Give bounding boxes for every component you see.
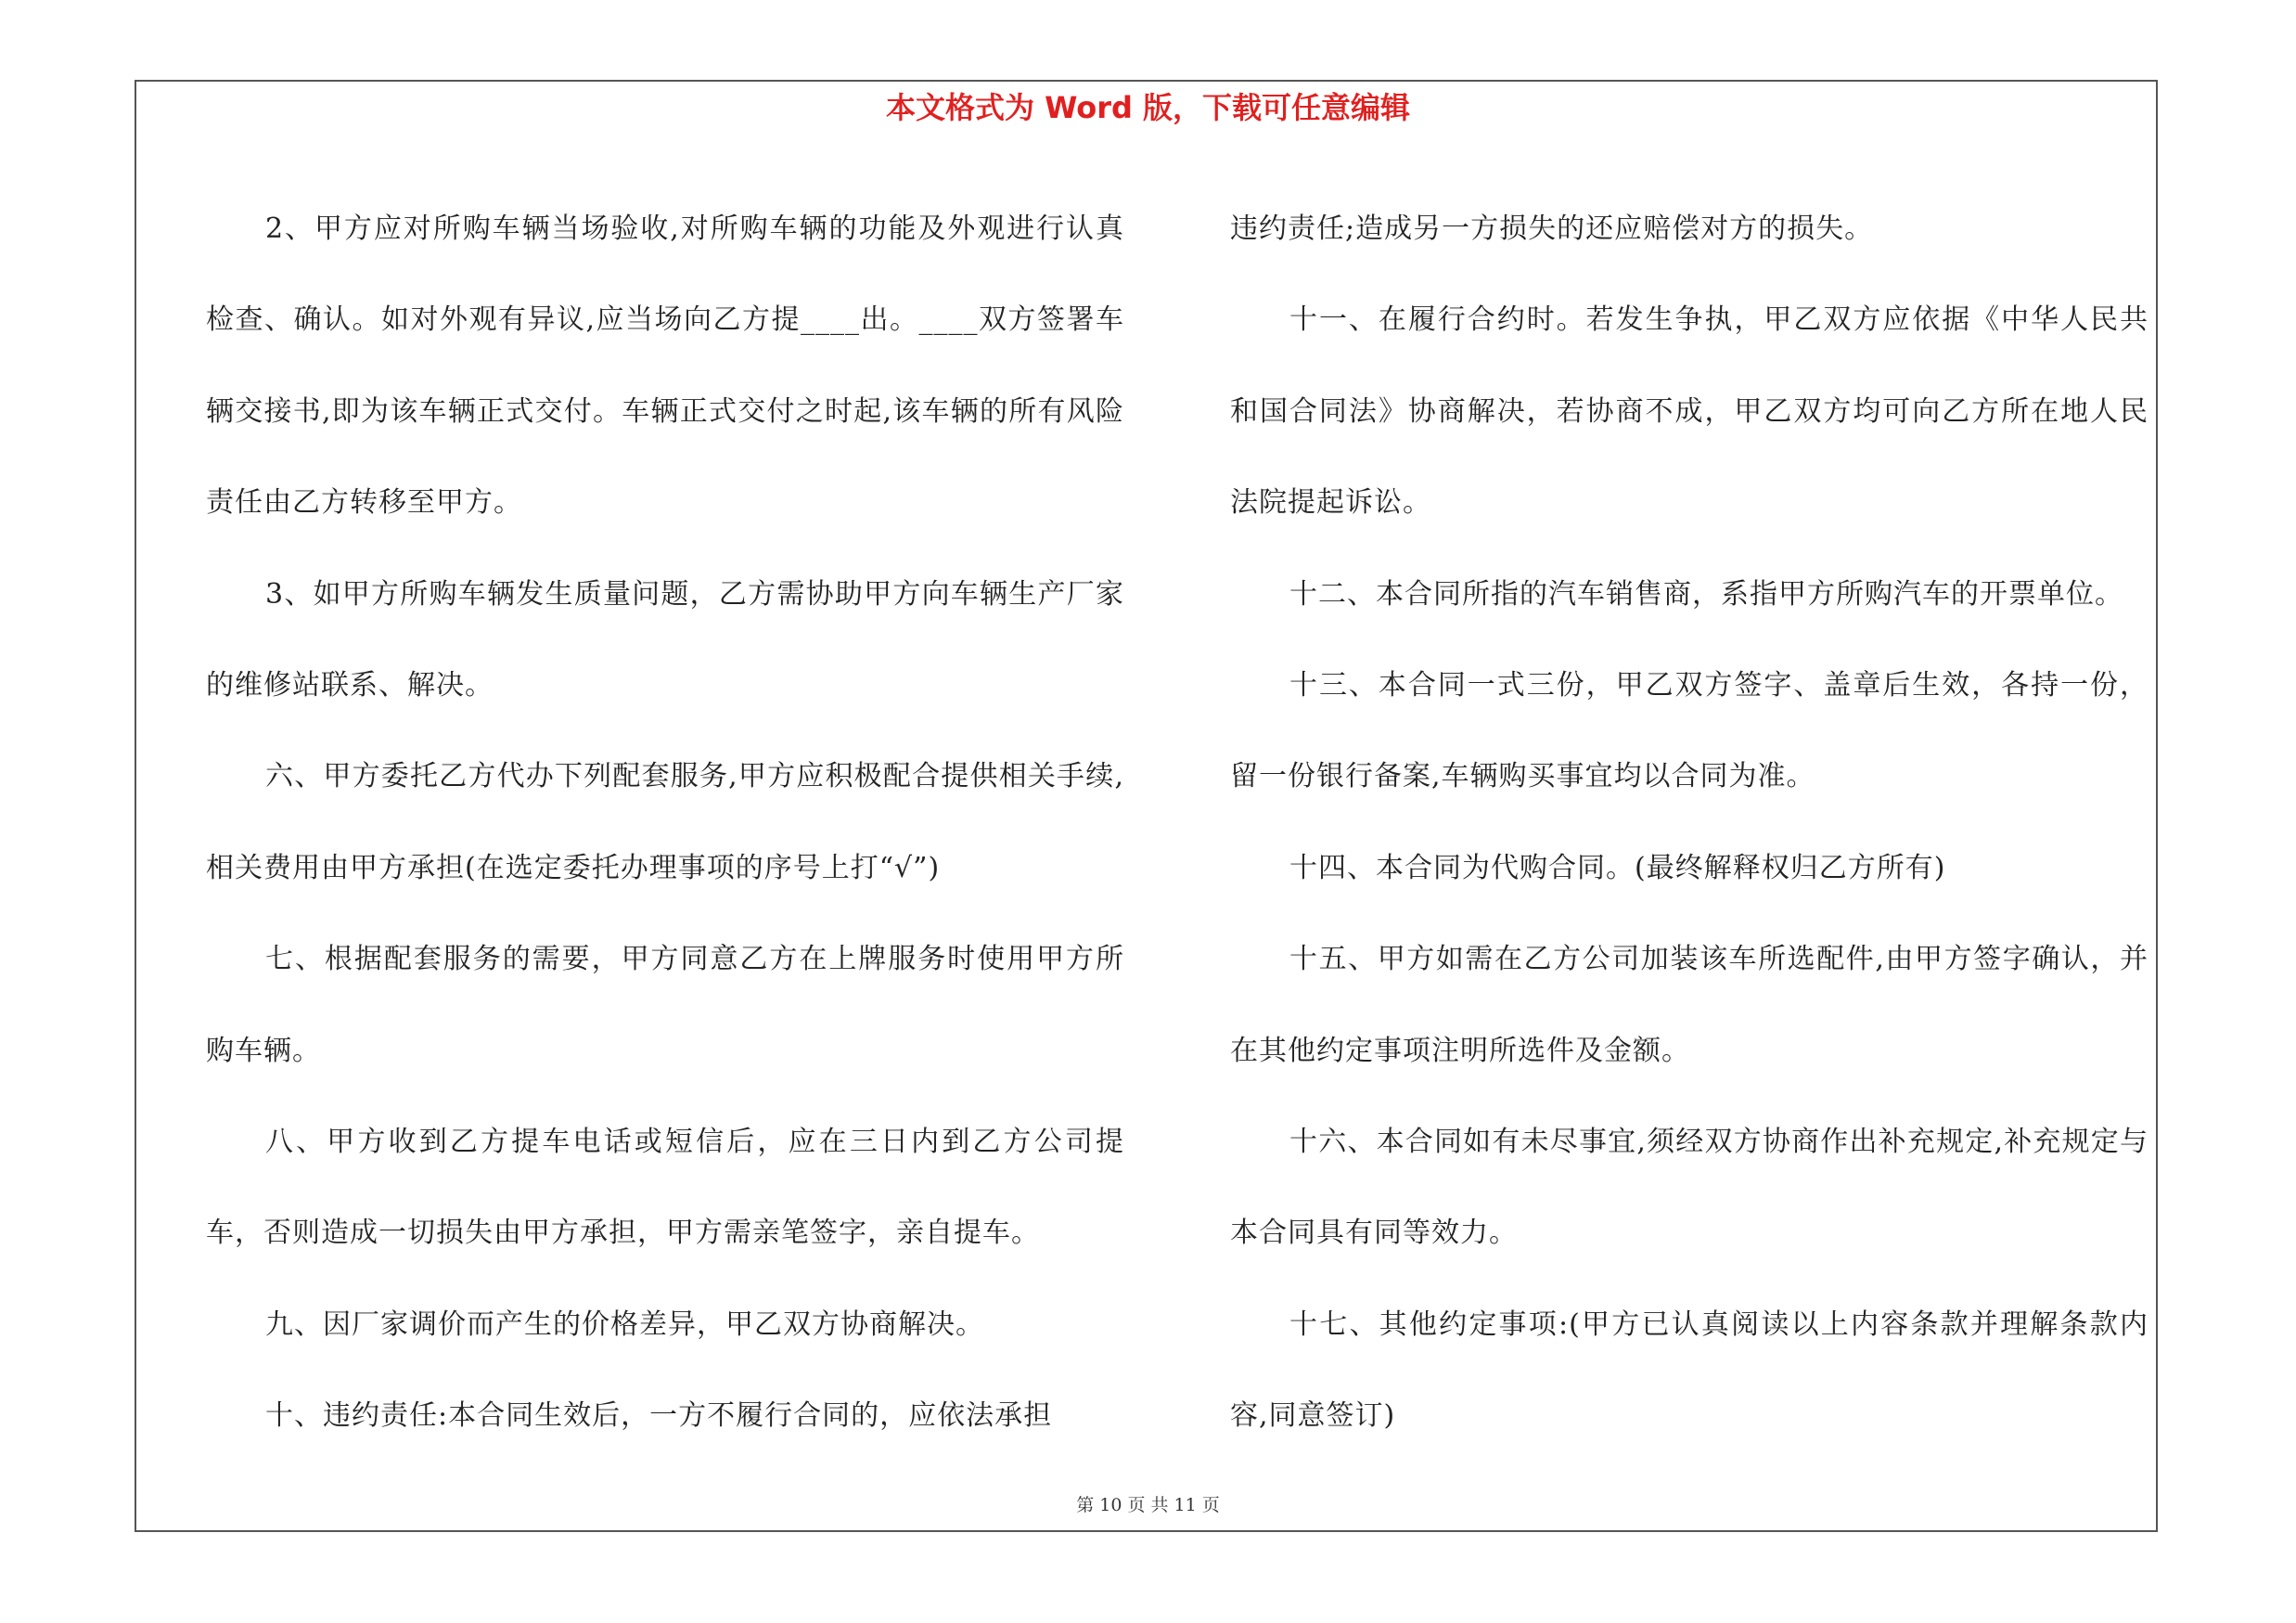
paragraph: 十、违约责任:本合同生效后，一方不履行合同的，应依法承担 bbox=[265, 1399, 1053, 1433]
paragraph: 十六、本合同如有未尽事宜,须经双方协商作出补充规定,补充规定与本合同具有同等效力。 bbox=[1230, 1126, 2148, 1250]
paragraph: 十五、甲方如需在乙方公司加装该车所选配件,由甲方签字确认，并在其他约定事项注明所选件及金额。 bbox=[1230, 943, 2148, 1067]
paragraph: 十三、本合同一式三份，甲乙双方签字、盖章后生效，各持一份，留一份银行备案,车辆购买事宜均以合同为准。 bbox=[1230, 669, 2148, 793]
right-column bbox=[1230, 184, 2148, 1462]
left-column bbox=[206, 184, 1124, 1462]
format-banner: 本文格式为 Word 版，下载可任意编辑 bbox=[885, 90, 1411, 125]
paragraph: 八、甲方收到乙方提车电话或短信后，应在三日内到乙方公司提车，否则造成一切损失由甲方承担，甲方需亲笔签字，亲自提车。 bbox=[206, 1126, 1124, 1250]
paragraph: 十四、本合同为代购合同。(最终解释权归乙方所有) bbox=[1289, 851, 1946, 884]
paragraph: 十一、在履行合约时。若发生争执，甲乙双方应依据《中华人民共和国合同法》协商解决，若协商不成，甲乙双方均可向乙方所在地人民法院提起诉讼。 bbox=[1230, 303, 2148, 520]
paragraph: 违约责任;造成另一方损失的还应赔偿对方的损失。 bbox=[1230, 213, 1874, 245]
paragraph: 十二、本合同所指的汽车销售商，系指甲方所购汽车的开票单位。 bbox=[1289, 577, 2123, 611]
paragraph: 六、甲方委托乙方代办下列配套服务,甲方应积极配合提供相关手续,相关费用由甲方承担(在选定委托办理事项的序号上打“√”) bbox=[206, 760, 1124, 884]
paragraph: 九、因厂家调价而产生的价格差异，甲乙双方协商解决。 bbox=[265, 1307, 984, 1341]
paragraph: 2、甲方应对所购车辆当场验收,对所购车辆的功能及外观进行认真检查、确认。如对外观有异议,应当场向乙方提____出。____双方签署车辆交接书,即为该车辆正式交付。车辆正式交付之时起,该车辆的所有风险责任由乙方转移至甲方。 bbox=[206, 213, 1124, 520]
paragraph: 七、根据配套服务的需要，甲方同意乙方在上牌服务时使用甲方所购车辆。 bbox=[206, 943, 1124, 1067]
paragraph: 3、如甲方所购车辆发生质量问题，乙方需协助甲方向车辆生产厂家的维修站联系、解决。 bbox=[206, 577, 1124, 702]
page-number: 第 10 页 共 11 页 bbox=[1076, 1495, 1220, 1515]
paragraph: 十七、其他约定事项:(甲方已认真阅读以上内容条款并理解条款内容,同意签订) bbox=[1230, 1307, 2148, 1433]
